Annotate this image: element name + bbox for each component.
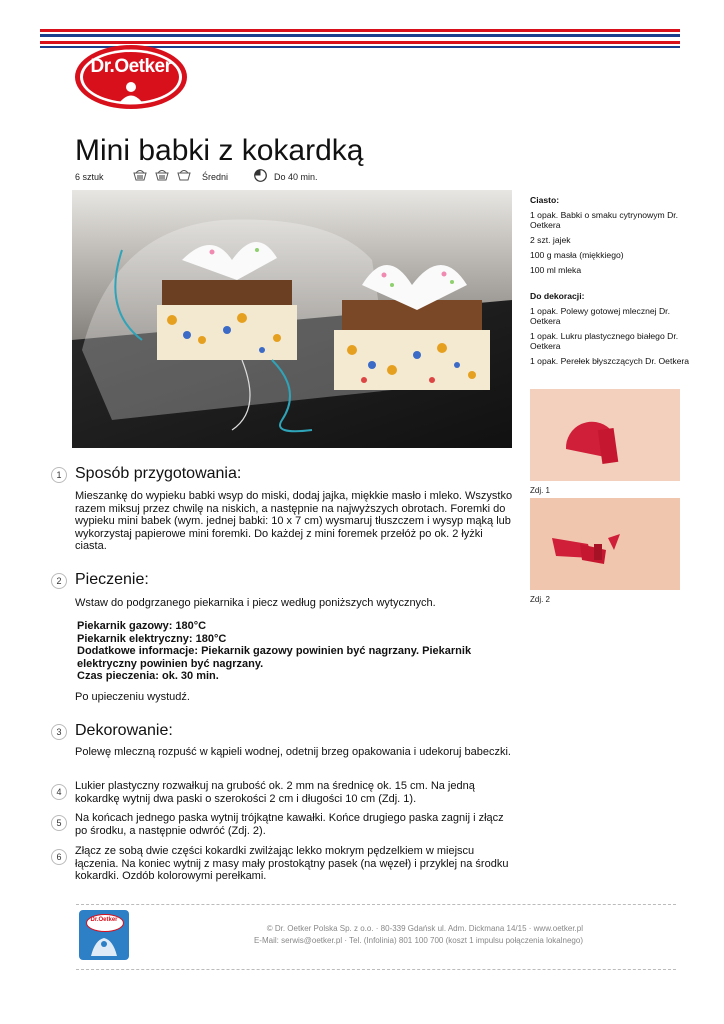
step-number-6: 6 (51, 849, 67, 865)
footer-contact: E-Mail: serwis@oetker.pl · Tel. (Infolinia) 801 100 700 (koszt 1 impulsu połączenia lokalnego) (253, 936, 583, 945)
cake-heading: Ciasto: (530, 195, 560, 205)
baking-instructions (77, 620, 517, 683)
step-number-3: 3 (51, 724, 67, 740)
baking-electric: Piekarnik elektryczny: 180°C (77, 632, 227, 645)
baking-extra-info: Dodatkowe informacje: Piekarnik gazowy powinien być nagrzany. Piekarnik elektryczny powinien być nagrzany. (77, 645, 472, 670)
ingredients-cake (530, 195, 690, 280)
difficulty: Średni (202, 172, 229, 182)
header-stripe-blue-1 (40, 34, 680, 37)
footer-divider-top (76, 904, 676, 905)
difficulty-icons (132, 168, 196, 187)
step-number-2: 2 (51, 573, 67, 589)
ingredients-decor (530, 291, 690, 371)
servings: 6 sztuk (75, 172, 104, 182)
step-photo-2 (530, 498, 680, 590)
ingredient-item: 100 ml mleka (530, 265, 582, 275)
step-1-text: Mieszankę do wypieku babki wsyp do miski, dodaj jajka, miękkie masło i mleko. Wszystko razem miksuj przez chwilę na niskich, a następnie na najwyższych obrotach. Foremki do wypieku mini babek (wym. jednej babki: 10 x 7 cm) wysmaruj tłuszczem i wysyp mąką lub wykorzystaj papierowe mini foremki. Do każdej z mini foremek przełóż po ok. 2 łyżki ciasta. (75, 490, 513, 553)
baking-gas: Piekarnik gazowy: 180°C (77, 620, 207, 632)
ingredient-item: 1 opak. Polewy gotowej mlecznej Dr. Oetkera (530, 306, 670, 326)
footer-divider-bottom (76, 969, 676, 970)
step-number-1: 1 (51, 467, 67, 483)
ingredient-item: 1 opak. Babki o smaku cytrynowym Dr. Oetkera (530, 210, 679, 230)
step-4-text: Lukier plastyczny rozwałkuj na grubość ok. 2 mm na średnicę ok. 15 cm. Na jedną kokardkę wytnij dwa paski o szerokości 2 cm i długości 10 cm (Zdj. 1). (75, 780, 475, 805)
footer-address: © Dr. Oetker Polska Sp. z o.o. · 80-339 Gdańsk ul. Adm. Dickmana 14/15 · www.oetker.pl (266, 924, 583, 933)
prep-time: Do 40 min. (274, 172, 318, 182)
decor-heading: Do dekoracji: (530, 291, 585, 301)
step-2-text: Wstaw do podgrzanego piekarnika i piecz według poniższych wytycznych. (75, 597, 436, 609)
step-number-4: 4 (51, 784, 67, 800)
section-title-baking: Pieczenie: (75, 571, 149, 588)
footer-badge-logo-text: Dr.Oetker (90, 917, 118, 923)
step-6-text: Złącz ze sobą dwie części kokardki zwilżając lekko mokrym pędzelkiem w miejscu łączenia. Na koniec wytnij z masy mały prostokątny pasek (na węzeł) i przyklej na środku kokardki. Ozdób kolorowymi perełkami. (75, 845, 509, 883)
section-title-preparation: Sposób przygotowania: (75, 465, 242, 482)
ingredient-item: 1 opak. Perełek błyszczących Dr. Oetkera (530, 356, 690, 366)
photo-caption-2: Zdj. 2 (530, 595, 551, 604)
dr-oetker-logo (74, 44, 188, 110)
recipe-title: Mini babki z kokardką (75, 134, 364, 167)
ingredient-item: 2 szt. jajek (530, 235, 571, 245)
step-3-text: Polewę mleczną rozpuść w kąpieli wodnej, odetnij brzeg opakowania i udekoruj babeczki. (75, 746, 511, 758)
baking-time: Czas pieczenia: ok. 30 min. (77, 670, 219, 683)
step-photo-1 (530, 389, 680, 481)
step-5-text: Na końcach jednego paska wytnij trójkątne kawałki. Końce drugiego paska zagnij i złącz po środku, a następnie odwróć (Zdj. 2). (75, 812, 504, 837)
recipe-photo (72, 190, 512, 448)
step-2-after: Po upieczeniu wystudź. (75, 691, 190, 703)
logo-text: Dr.Oetker (90, 56, 172, 77)
ingredient-item: 1 opak. Lukru plastycznego białego Dr. Oetkera (530, 331, 679, 351)
clock-icon (254, 169, 267, 187)
ingredient-item: 100 g masła (miękkiego) (530, 250, 624, 260)
header-stripe-red-1 (40, 29, 680, 32)
step-number-5: 5 (51, 815, 67, 831)
photo-caption-1: Zdj. 1 (530, 486, 551, 495)
footer-badge (79, 910, 129, 960)
section-title-decorating: Dekorowanie: (75, 722, 173, 739)
